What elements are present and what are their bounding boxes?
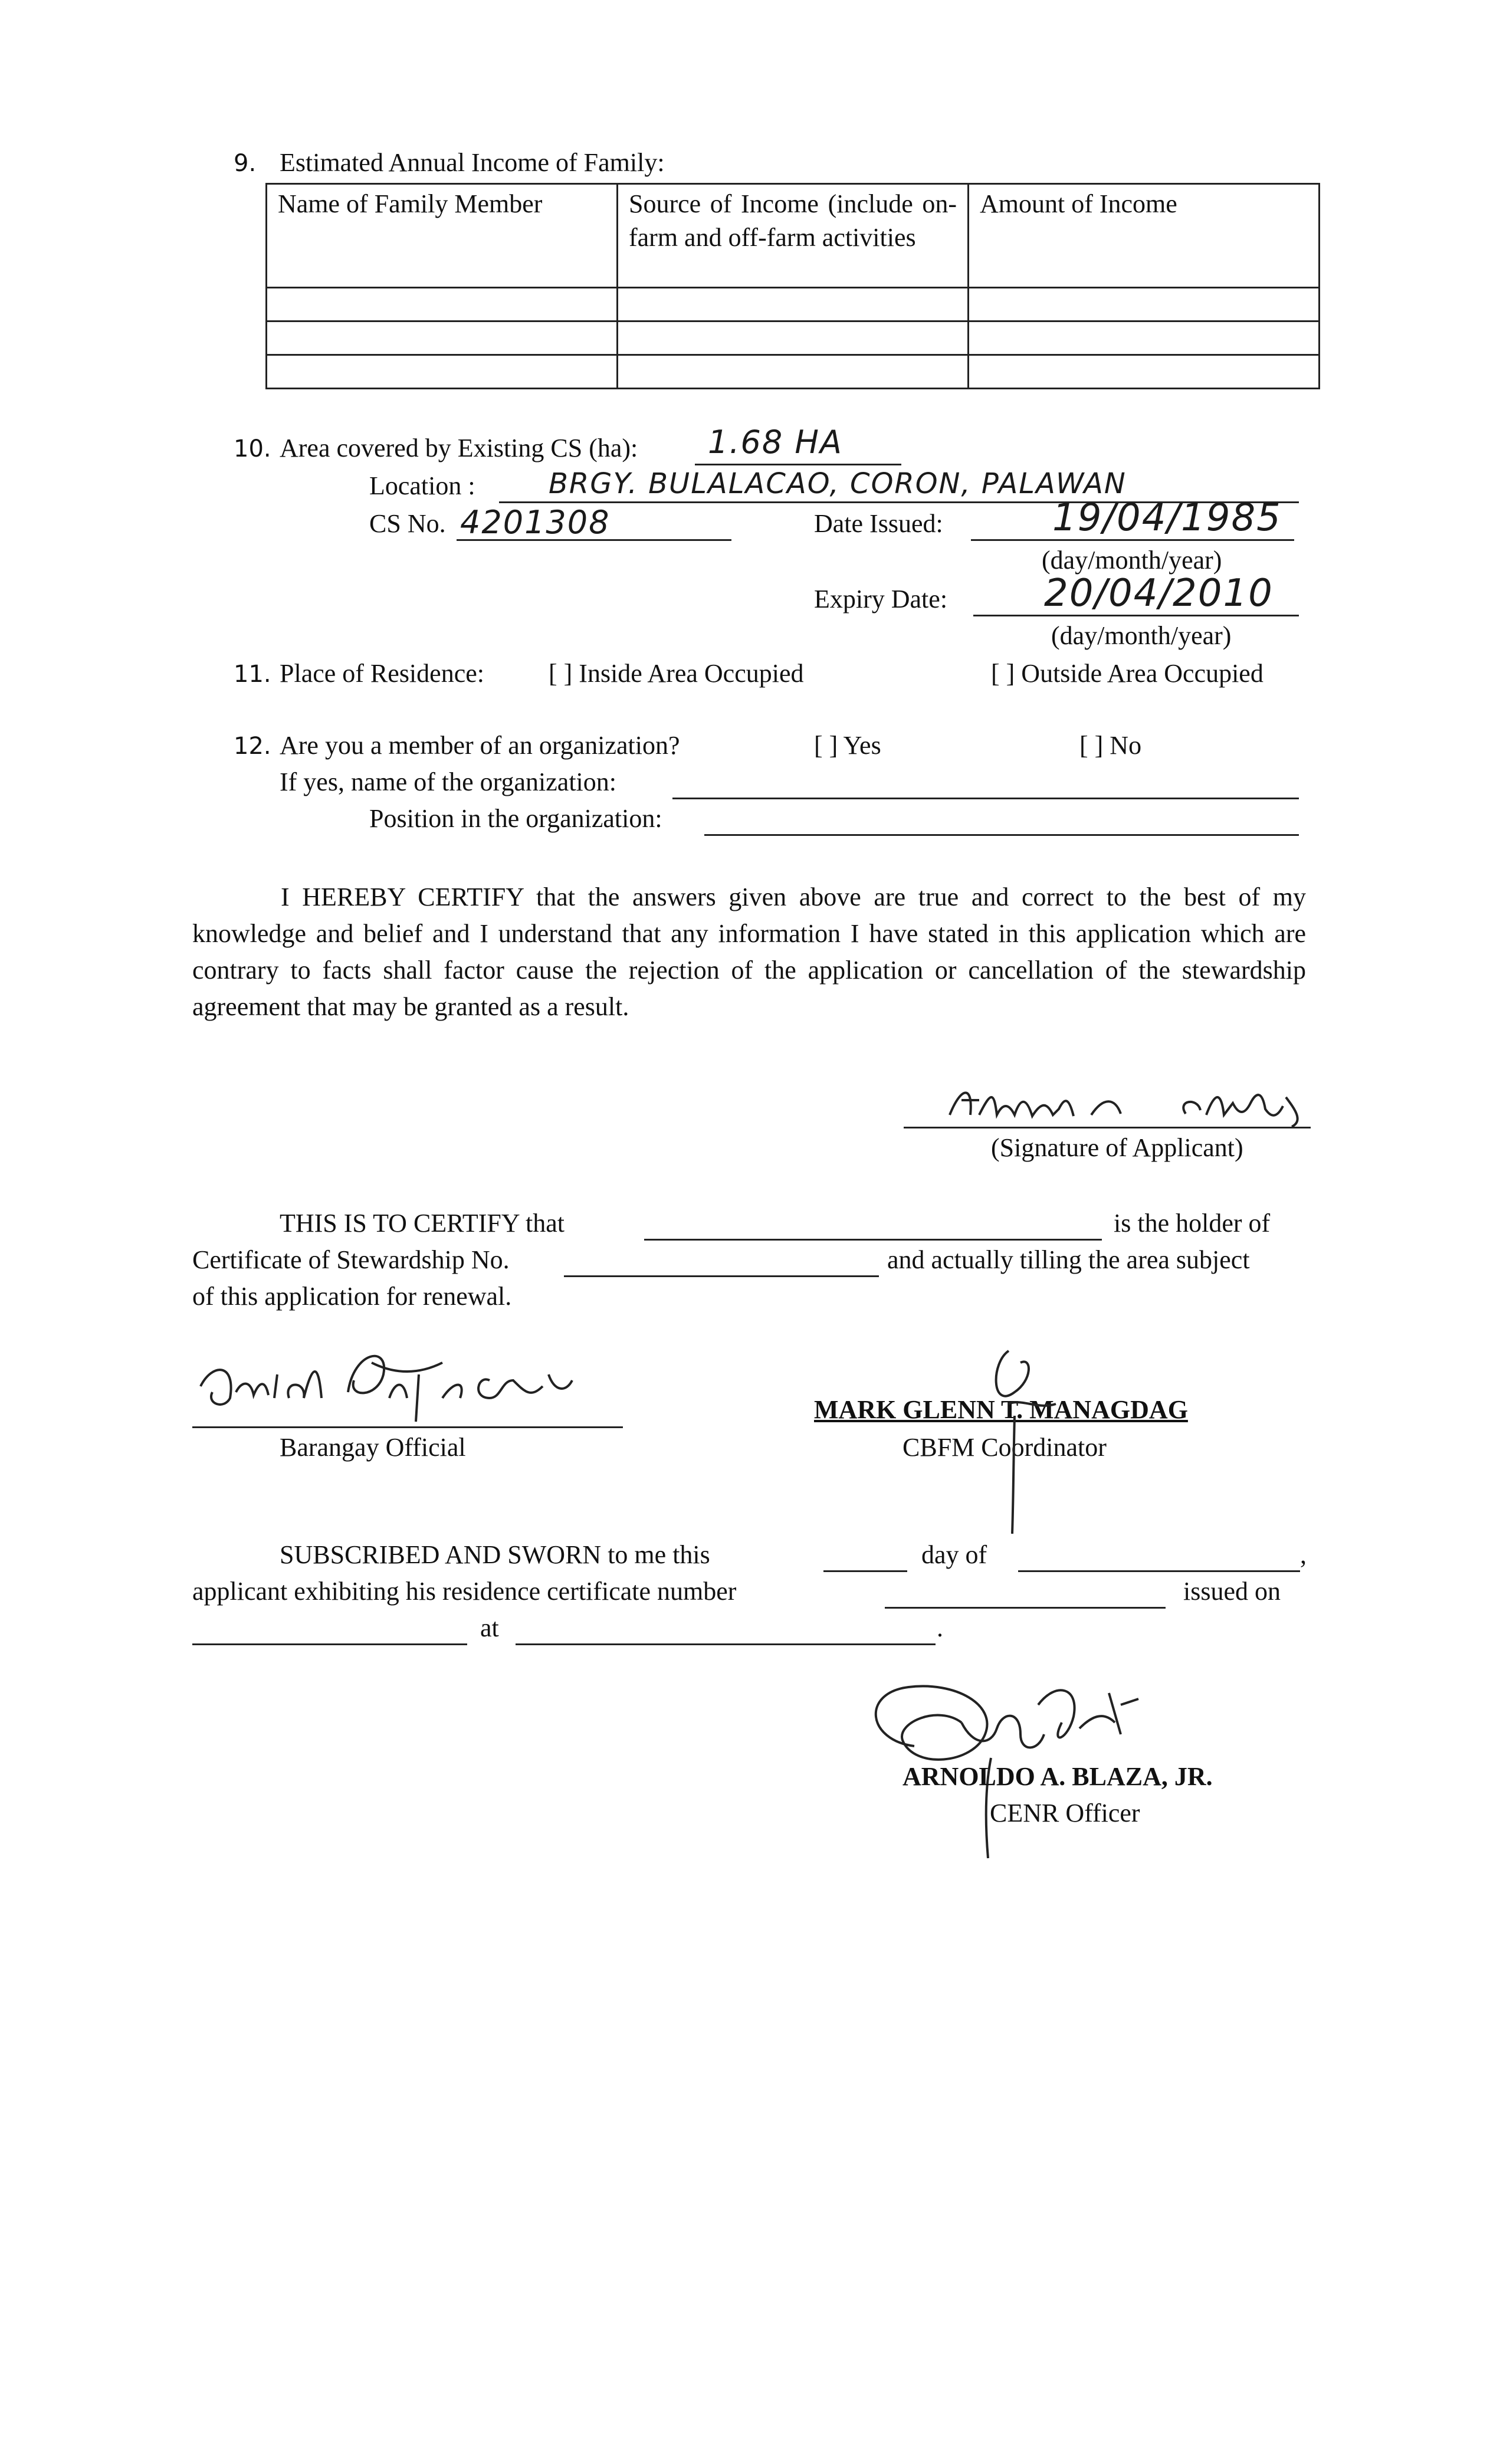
holder-cert-text: is the holder of — [1114, 1209, 1271, 1238]
table-cell — [267, 288, 618, 321]
table-cell — [267, 321, 618, 355]
location-value: BRGY. BULALACAO, CORON, PALAWAN — [549, 467, 1127, 500]
outside-area-checkbox[interactable]: [ ] Outside Area Occupied — [991, 659, 1263, 688]
q10-number: 10. — [234, 435, 271, 462]
q12-number: 12. — [234, 733, 271, 760]
sworn-period: . — [937, 1613, 943, 1642]
position-label: Position in the organization: — [369, 804, 662, 833]
table-cell — [617, 288, 968, 321]
q9-number: 9. — [234, 150, 257, 177]
cs-no-label: CS No. — [369, 509, 446, 538]
date-format-caption: (day/month/year) — [1051, 621, 1232, 650]
expiry-date-label: Expiry Date: — [814, 585, 948, 613]
residence-cert-field[interactable] — [885, 1607, 1166, 1609]
table-cell — [969, 321, 1320, 355]
org-name-label: If yes, name of the organization: — [280, 767, 616, 796]
location-label: Location : — [369, 471, 475, 500]
holder-cert-text: of this application for renewal. — [192, 1282, 512, 1311]
certification-paragraph: I HEREBY CERTIFY that the answers given above are true and correct to the best of my knowledge and belief and I understand that any information I have stated in this application which are contrary to facts shall factor cause the rejection of the application or cancellation of the stewardship agreement that may be granted as a result. — [192, 882, 1306, 1021]
table-cell — [617, 355, 968, 389]
issued-on-field[interactable] — [192, 1643, 467, 1645]
table-cell — [617, 321, 968, 355]
yes-checkbox[interactable]: [ ] Yes — [814, 731, 881, 760]
sworn-text: at — [480, 1613, 499, 1642]
barangay-official-line — [192, 1426, 623, 1428]
header-source-of-income: Source of Income (include on-farm and off-farm activities — [617, 184, 968, 288]
stewardship-no-field[interactable] — [564, 1275, 879, 1277]
table-row — [267, 355, 1320, 389]
applicant-signature-caption: (Signature of Applicant) — [991, 1133, 1243, 1162]
inside-area-checkbox[interactable]: [ ] Inside Area Occupied — [549, 659, 804, 688]
q10-area-label: Area covered by Existing CS (ha): — [280, 434, 638, 462]
applicant-signature — [938, 1074, 1327, 1139]
sworn-comma: , — [1300, 1540, 1307, 1569]
applicant-signature-line — [904, 1127, 1311, 1128]
barangay-official-signature — [195, 1339, 619, 1428]
cenr-officer-title: CENR Officer — [990, 1799, 1140, 1828]
family-income-table — [265, 183, 1320, 389]
sworn-month-field[interactable] — [1018, 1570, 1300, 1572]
date-format-caption: (day/month/year) — [1042, 546, 1222, 575]
table-cell — [267, 355, 618, 389]
cbfm-coordinator-signature — [967, 1345, 1068, 1540]
table-row — [267, 321, 1320, 355]
table-cell — [969, 288, 1320, 321]
holder-cert-text: THIS IS TO CERTIFY that — [280, 1209, 565, 1238]
sworn-text: SUBSCRIBED AND SWORN to me this — [280, 1540, 710, 1569]
cs-no-value: 4201308 — [460, 504, 611, 541]
sworn-text: applicant exhibiting his residence certificate number — [192, 1577, 737, 1606]
q11-number: 11. — [234, 661, 271, 688]
sworn-day-field[interactable] — [823, 1570, 907, 1572]
cenr-officer-name: ARNOLDO A. BLAZA, JR. — [902, 1762, 1213, 1791]
area-value: 1.68 HA — [708, 424, 843, 461]
position-field[interactable] — [704, 834, 1299, 836]
issued-at-field[interactable] — [516, 1643, 936, 1645]
cbfm-coordinator-title: CBFM Coordinator — [902, 1433, 1107, 1462]
holder-cert-text: and actually tilling the area subject — [887, 1245, 1250, 1274]
q9-label: Estimated Annual Income of Family: — [280, 148, 665, 177]
no-checkbox[interactable]: [ ] No — [1079, 731, 1142, 760]
holder-name-field[interactable] — [644, 1239, 1102, 1241]
org-name-field[interactable] — [672, 798, 1299, 799]
expiry-date-value: 20/04/2010 — [1044, 572, 1274, 615]
table-cell — [969, 355, 1320, 389]
table-row — [267, 288, 1320, 321]
q11-label: Place of Residence: — [280, 659, 484, 688]
area-line — [695, 464, 901, 465]
sworn-text: issued on — [1183, 1577, 1281, 1606]
sworn-text: day of — [921, 1540, 987, 1569]
cbfm-coordinator-name: MARK GLENN T. MANAGDAG — [814, 1395, 1188, 1424]
date-issued-label: Date Issued: — [814, 509, 943, 538]
header-amount-of-income: Amount of Income — [969, 184, 1320, 288]
q12-label: Are you a member of an organization? — [280, 731, 680, 760]
date-issued-value: 19/04/1985 — [1052, 496, 1282, 540]
holder-cert-text: Certificate of Stewardship No. — [192, 1245, 510, 1274]
barangay-official-caption: Barangay Official — [280, 1433, 466, 1462]
header-family-member: Name of Family Member — [267, 184, 618, 288]
